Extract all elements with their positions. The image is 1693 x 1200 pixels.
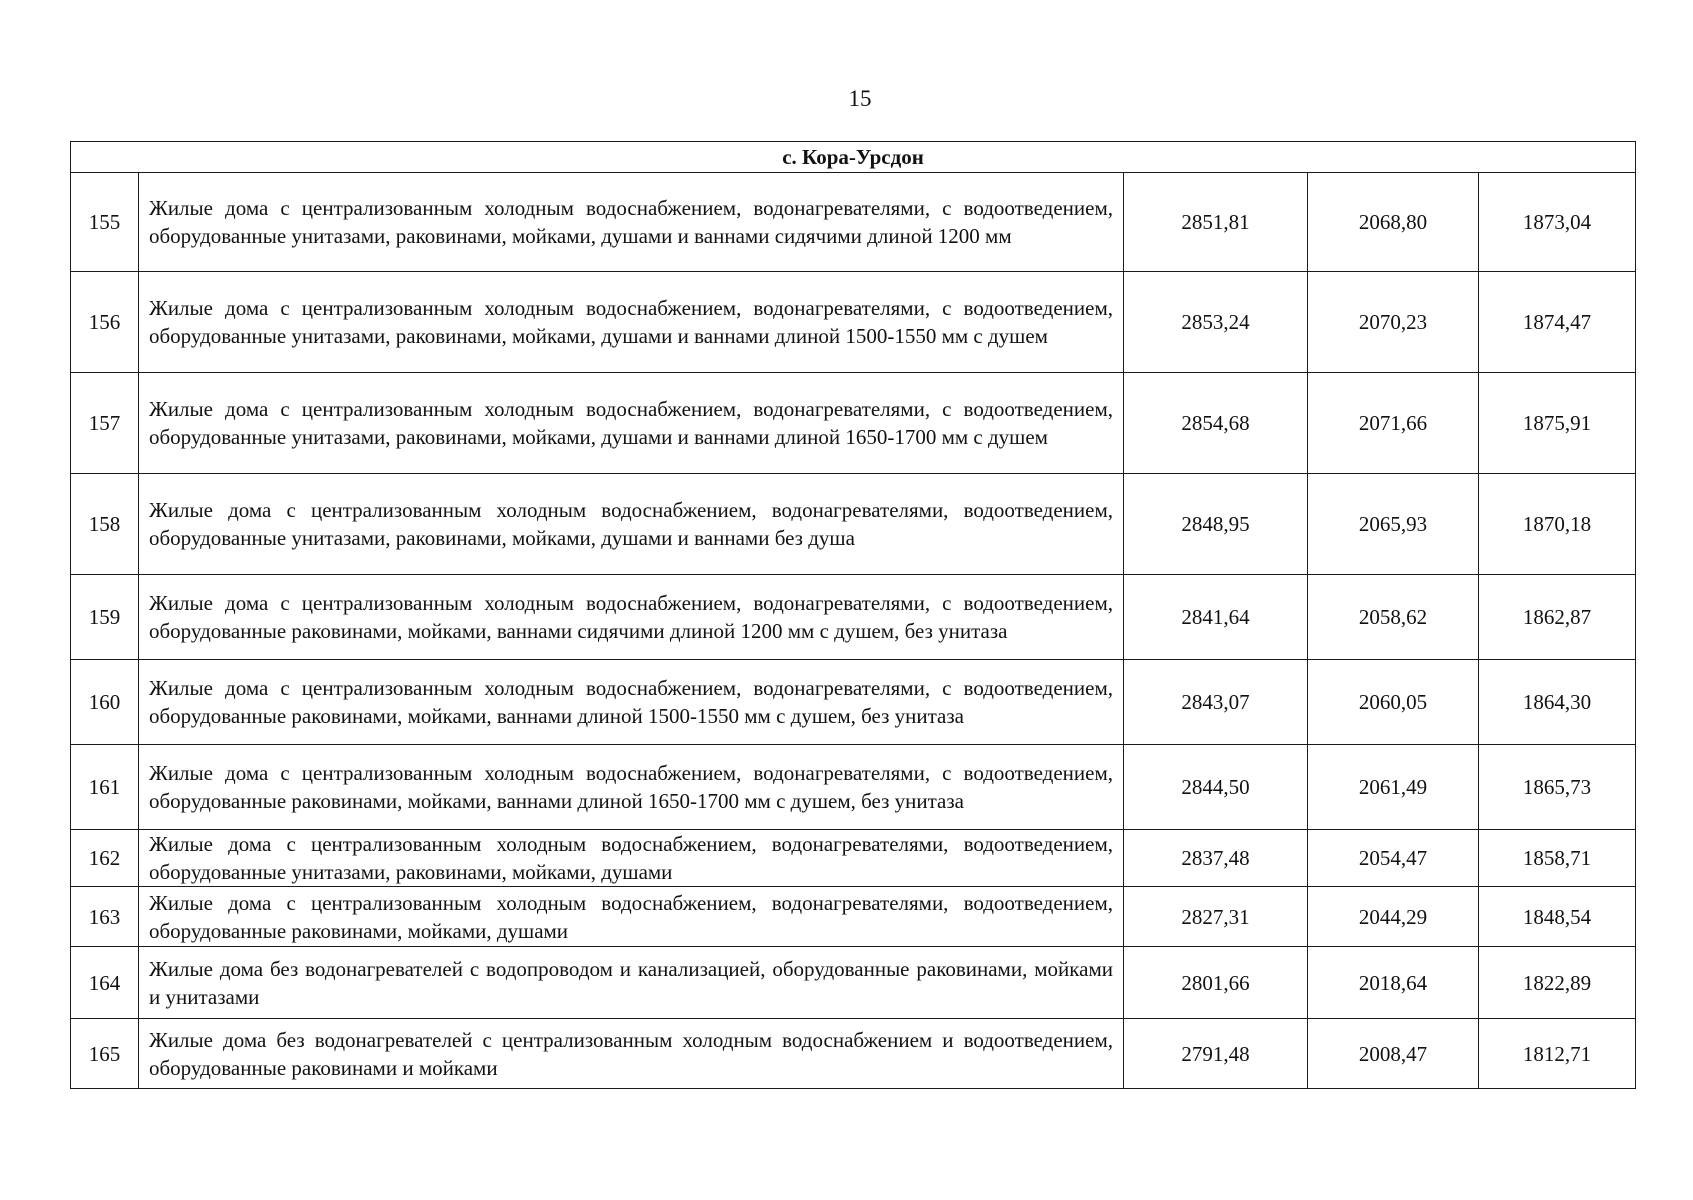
- value-col-3: 1812,71: [1479, 1019, 1636, 1089]
- table-row: [71, 887, 1636, 947]
- value-col-3: 1822,89: [1479, 947, 1636, 1019]
- table-row: [71, 373, 1636, 474]
- value-col-2: 2061,49: [1308, 745, 1479, 830]
- table-row: [71, 745, 1636, 830]
- value-col-1: 2801,66: [1124, 947, 1308, 1019]
- value-col-2: 2058,62: [1308, 575, 1479, 660]
- value-col-1: 2827,31: [1124, 887, 1308, 947]
- value-col-3: 1864,30: [1479, 660, 1636, 745]
- table-row: [71, 272, 1636, 373]
- value-col-2: 2018,64: [1308, 947, 1479, 1019]
- row-description: Жилые дома с централизованным холодным водоснабжением, водонагревателями, водоотведением, оборудованные унитазами, раковинами, мойками, душами: [139, 830, 1124, 887]
- value-col-2: 2065,93: [1308, 474, 1479, 575]
- row-description: Жилые дома с централизованным холодным водоснабжением, водонагревателями, с водоотведением, оборудованные унитазами, раковинами, мойками, душами и ваннами длиной 1500-1550 мм с душем: [139, 272, 1124, 373]
- row-description: Жилые дома с централизованным холодным водоснабжением, водонагревателями, водоотведением, оборудованные раковинами, мойками, душами: [139, 887, 1124, 947]
- row-description: Жилые дома без водонагревателей с водопроводом и канализацией, оборудованные раковинами, мойками и унитазами: [139, 947, 1124, 1019]
- value-col-2: 2054,47: [1308, 830, 1479, 887]
- value-col-2: 2060,05: [1308, 660, 1479, 745]
- row-description: Жилые дома с централизованным холодным водоснабжением, водонагревателями, водоотведением, оборудованные унитазами, раковинами, мойками, душами и ваннами без душа: [139, 474, 1124, 575]
- row-number: 163: [71, 887, 139, 947]
- value-col-3: 1874,47: [1479, 272, 1636, 373]
- page-number: 15: [848, 86, 872, 111]
- table-row: [71, 660, 1636, 745]
- row-description: Жилые дома с централизованным холодным водоснабжением, водонагревателями, с водоотведением, оборудованные унитазами, раковинами, мойками, душами и ваннами длиной 1650-1700 мм с душем: [139, 373, 1124, 474]
- table-row: [71, 830, 1636, 887]
- value-col-2: 2044,29: [1308, 887, 1479, 947]
- value-col-2: 2008,47: [1308, 1019, 1479, 1089]
- row-number: 165: [71, 1019, 139, 1089]
- value-col-1: 2843,07: [1124, 660, 1308, 745]
- value-col-3: 1858,71: [1479, 830, 1636, 887]
- row-number: 156: [71, 272, 139, 373]
- tariff-table: [70, 141, 1636, 1089]
- row-number: 161: [71, 745, 139, 830]
- row-number: 155: [71, 173, 139, 272]
- row-number: 160: [71, 660, 139, 745]
- value-col-3: 1870,18: [1479, 474, 1636, 575]
- section-header-row: [71, 142, 1636, 173]
- value-col-1: 2854,68: [1124, 373, 1308, 474]
- value-col-2: 2068,80: [1308, 173, 1479, 272]
- section-title: с. Кора-Урсдон: [71, 142, 1636, 173]
- value-col-1: 2791,48: [1124, 1019, 1308, 1089]
- row-number: 157: [71, 373, 139, 474]
- row-description: Жилые дома с централизованным холодным водоснабжением, водонагревателями, с водоотведением, оборудованные раковинами, мойками, ваннами сидячими длиной 1200 мм с душем, без унитаза: [139, 575, 1124, 660]
- value-col-1: 2848,95: [1124, 474, 1308, 575]
- value-col-3: 1865,73: [1479, 745, 1636, 830]
- value-col-3: 1862,87: [1479, 575, 1636, 660]
- value-col-1: 2844,50: [1124, 745, 1308, 830]
- value-col-1: 2841,64: [1124, 575, 1308, 660]
- table-row: [71, 947, 1636, 1019]
- row-number: 164: [71, 947, 139, 1019]
- value-col-1: 2851,81: [1124, 173, 1308, 272]
- value-col-1: 2853,24: [1124, 272, 1308, 373]
- table-row: [71, 1019, 1636, 1089]
- table-row: [71, 575, 1636, 660]
- row-description: Жилые дома с централизованным холодным водоснабжением, водонагревателями, с водоотведением, оборудованные унитазами, раковинами, мойками, душами и ваннами сидячими длиной 1200 мм: [139, 173, 1124, 272]
- table-row: [71, 474, 1636, 575]
- value-col-2: 2070,23: [1308, 272, 1479, 373]
- row-description: Жилые дома без водонагревателей с централизованным холодным водоснабжением и водоотведением, оборудованные раковинами и мойками: [139, 1019, 1124, 1089]
- value-col-3: 1873,04: [1479, 173, 1636, 272]
- value-col-3: 1875,91: [1479, 373, 1636, 474]
- row-description: Жилые дома с централизованным холодным водоснабжением, водонагревателями, с водоотведением, оборудованные раковинами, мойками, ваннами длиной 1500-1550 мм с душем, без унитаза: [139, 660, 1124, 745]
- row-number: 159: [71, 575, 139, 660]
- row-number: 158: [71, 474, 139, 575]
- value-col-3: 1848,54: [1479, 887, 1636, 947]
- table-row: [71, 173, 1636, 272]
- row-description: Жилые дома с централизованным холодным водоснабжением, водонагревателями, с водоотведением, оборудованные раковинами, мойками, ваннами длиной 1650-1700 мм с душем, без унитаза: [139, 745, 1124, 830]
- value-col-1: 2837,48: [1124, 830, 1308, 887]
- row-number: 162: [71, 830, 139, 887]
- value-col-2: 2071,66: [1308, 373, 1479, 474]
